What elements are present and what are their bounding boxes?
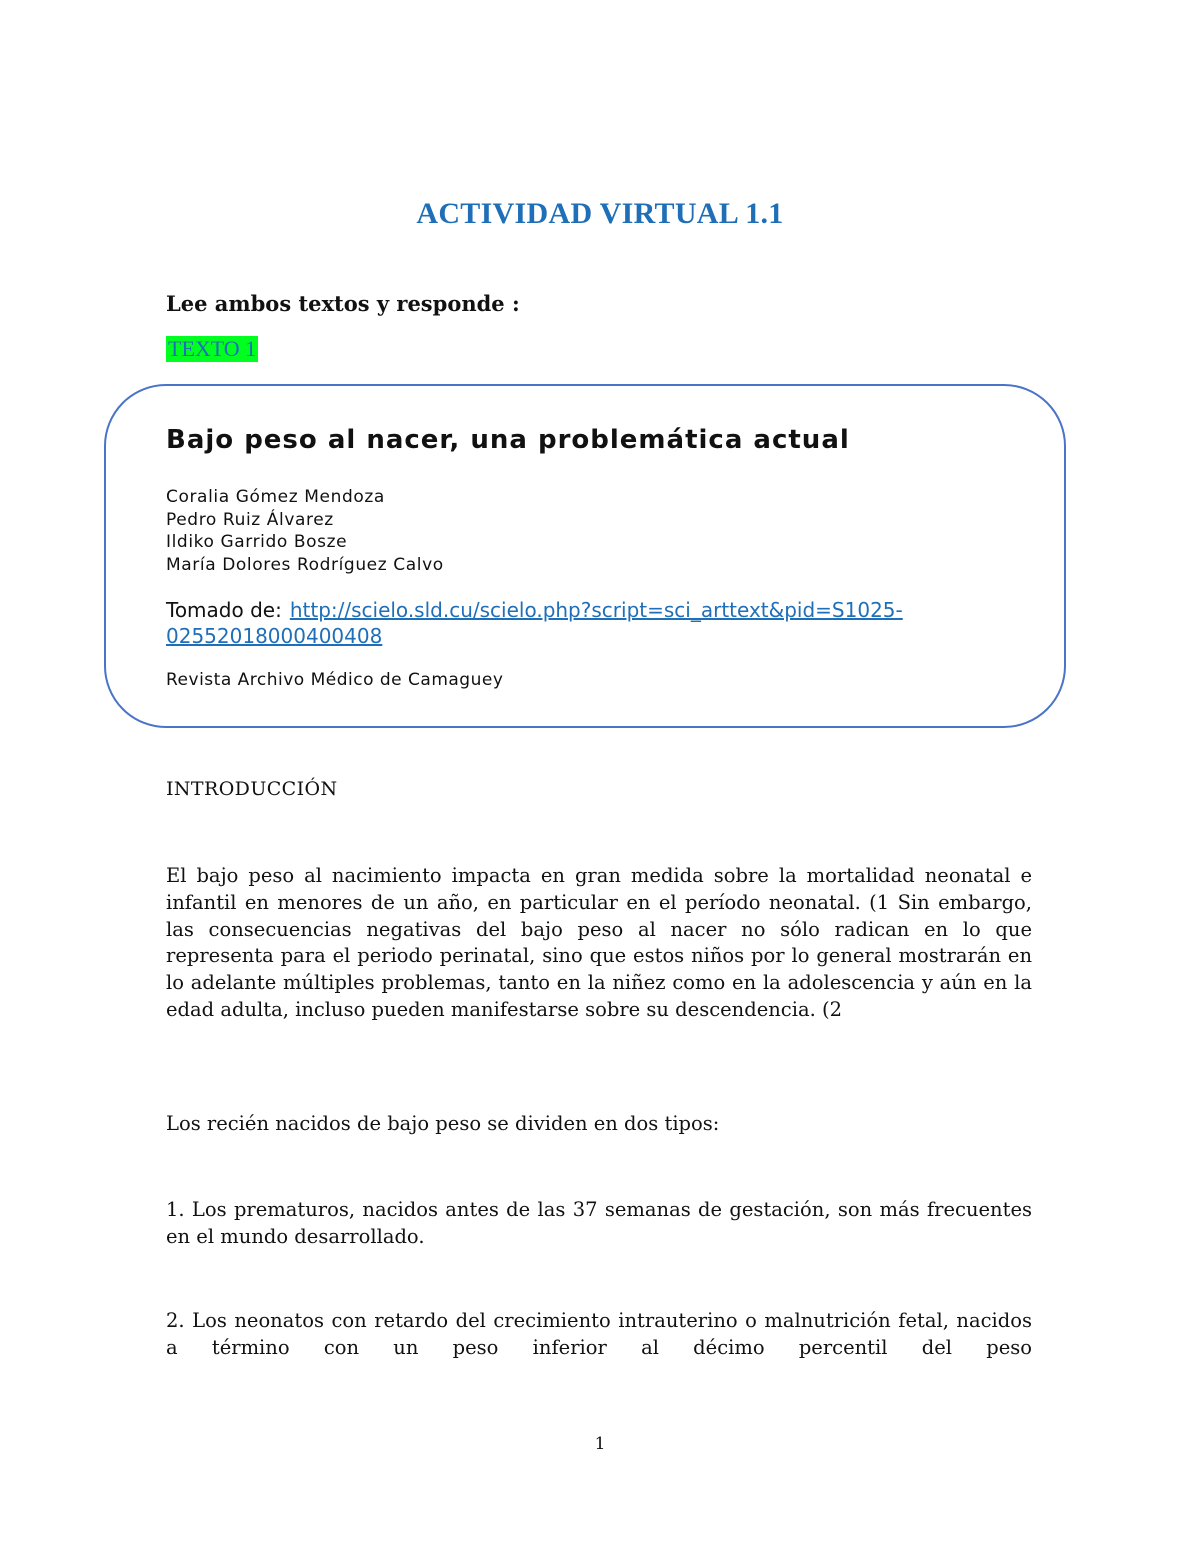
author-name: María Dolores Rodríguez Calvo [166, 555, 444, 576]
source-link[interactable]: http://scielo.sld.cu/scielo.php?script=sci_arttext&pid=S1025-02552018000400408 [166, 598, 903, 648]
instruction-text: Lee ambos textos y responde : [166, 291, 520, 316]
author-name: Coralia Gómez Mendoza [166, 487, 385, 507]
page-number: 1 [594, 1434, 606, 1454]
source-label: Tomado de: [166, 598, 282, 622]
source-line [166, 597, 1036, 649]
author-name: Ildiko Garrido Bosze [166, 532, 348, 553]
paragraph: Los recién nacidos de bajo peso se dividen en dos tipos: [166, 1112, 720, 1135]
section-heading: INTRODUCCIÓN [166, 778, 338, 800]
author-name: Pedro Ruiz Álvarez [166, 509, 334, 530]
list-item: 1. Los prematuros, nacidos antes de las 37 semanas de gestación, son más frecuentes en el mundo desarrollado. [166, 1198, 1032, 1248]
article-title: Bajo peso al nacer, una problemática actual [166, 425, 850, 455]
journal-name: Revista Archivo Médico de Camaguey [166, 670, 504, 690]
text-label-highlight: TEXTO 1 [168, 336, 257, 361]
list-item: 2. Los neonatos con retardo del crecimiento intrauterino o malnutrición fetal, nacidos a término con un peso inferior al décimo percentil del peso [166, 1309, 1032, 1359]
paragraph: El bajo peso al nacimiento impacta en gran medida sobre la mortalidad neonatal e infantil en menores de un año, en particular en el período neonatal. (1 Sin embargo, las consecuencias negativas del bajo peso al nacer no sólo radican en lo que representa para el periodo perinatal, sino que estos niños por lo general mostrarán en lo adelante múltiples problemas, tanto en la niñez como en la adolescencia y aún en la edad adulta, incluso pueden manifestarse sobre su descendencia. (2 [166, 864, 1032, 1021]
author-list [166, 486, 444, 577]
document-title: ACTIVIDAD VIRTUAL 1.1 [416, 197, 784, 230]
